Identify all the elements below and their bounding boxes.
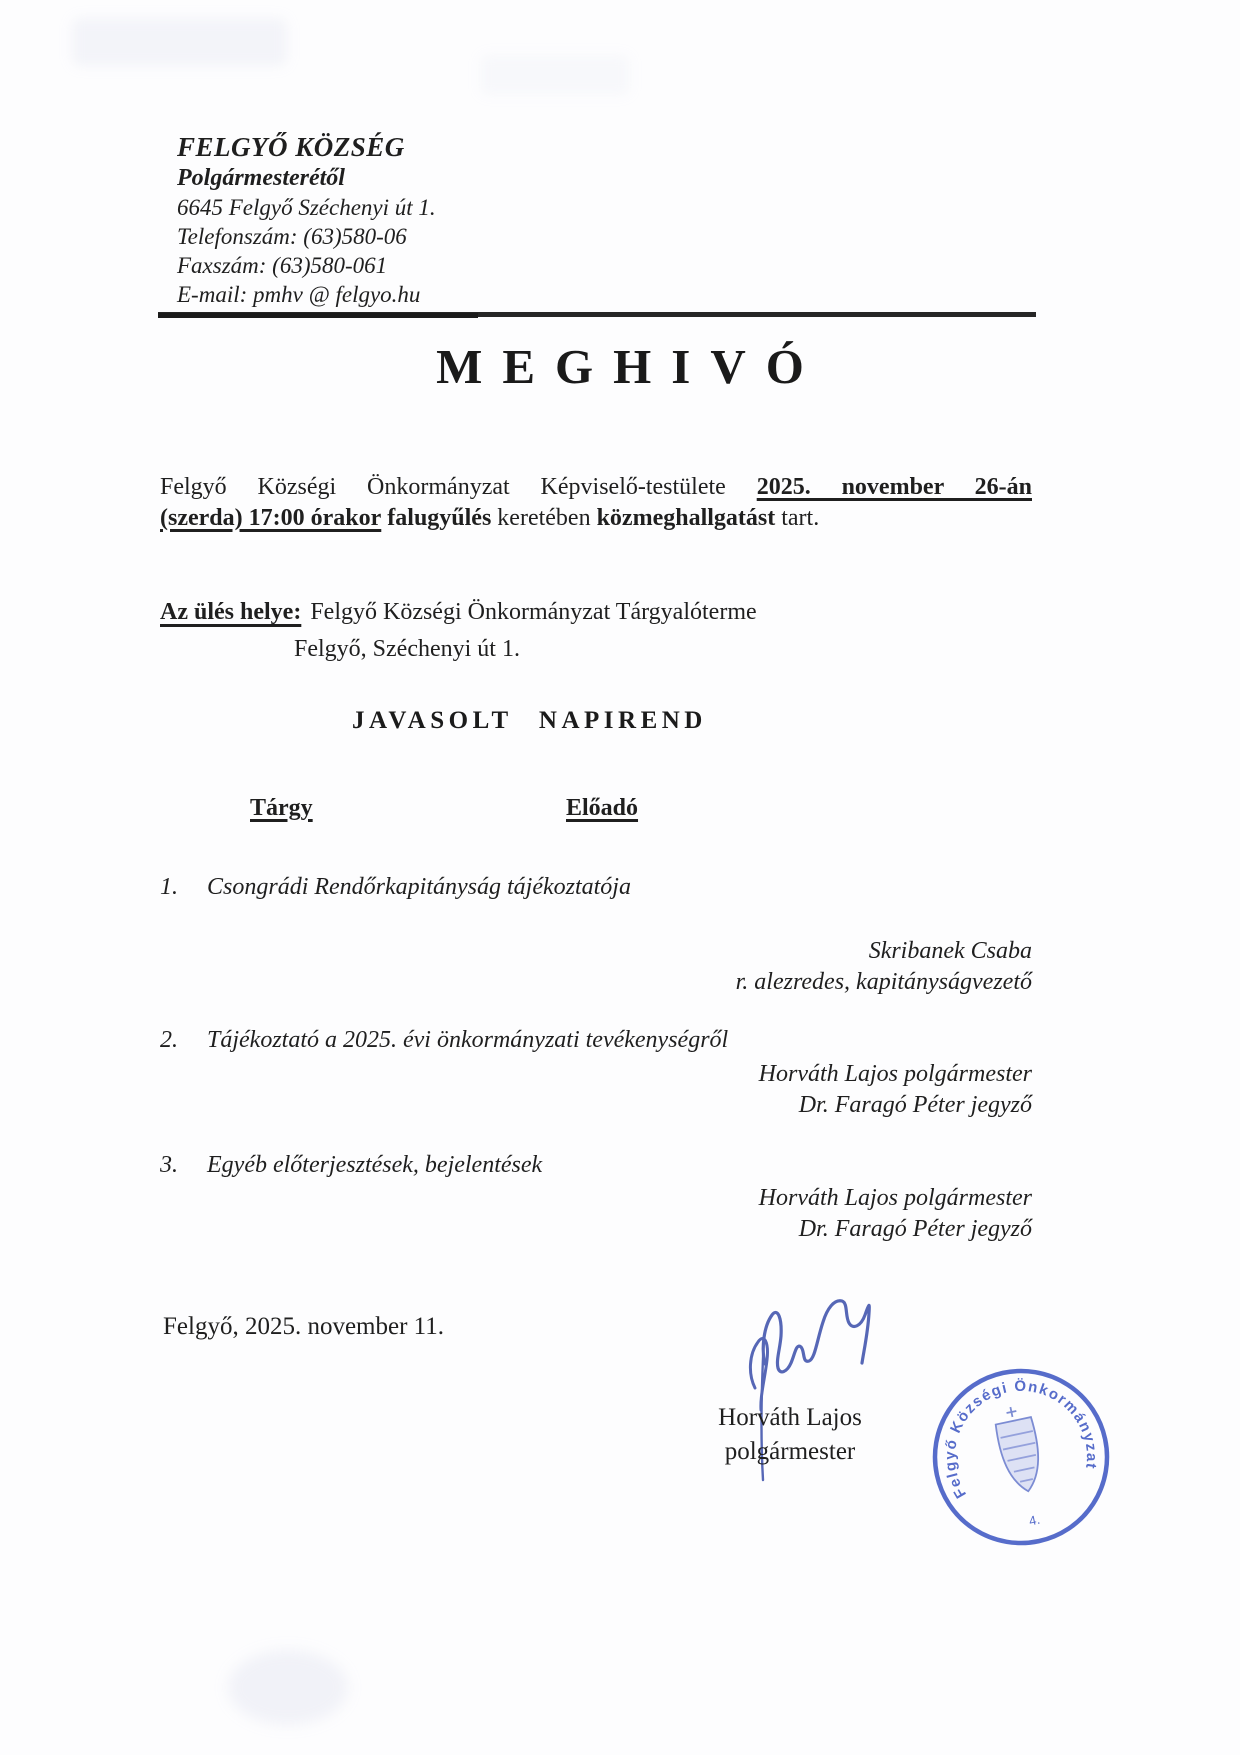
presenter-title: Dr. Faragó Péter jegyző (798, 1092, 1032, 1118)
agenda-item-number: 2. (160, 1027, 178, 1053)
presenter-title: Dr. Faragó Péter jegyző (798, 1216, 1032, 1242)
intro-normal-text-2: keretében (491, 505, 597, 531)
column-header-presenter: Előadó (566, 795, 639, 821)
intro-paragraph (160, 472, 1032, 534)
signer-title: polgármester (724, 1438, 856, 1465)
official-round-stamp (926, 1362, 1116, 1552)
agenda-item-2 (160, 1027, 920, 1054)
signer-block (700, 1401, 880, 1469)
agenda-item-3-presenters (759, 1183, 1032, 1245)
scan-artifact (228, 1650, 348, 1725)
header-divider-rule (158, 312, 1036, 317)
agenda-item-3 (160, 1152, 920, 1179)
presenter-name: Skribanek Csaba (868, 938, 1032, 964)
meeting-location-line-2: Felgyő, Széchenyi út 1. (294, 636, 520, 662)
sender-phone: Telefonszám: (63)580-06 (177, 224, 407, 249)
sender-email: E-mail: pmhv @ felgyo.hu (177, 282, 421, 307)
stamp-number: 4. (1027, 1511, 1042, 1529)
meeting-location-label: Az ülés helye: (160, 599, 302, 625)
agenda-heading: JAVASOLT NAPIREND (352, 707, 707, 734)
sender-office: Polgármesterétől (177, 165, 345, 191)
sender-fax: Faxszám: (63)580-061 (177, 253, 388, 278)
signer-name: Horváth Lajos (718, 1404, 862, 1431)
presenter-name: Horváth Lajos polgármester (758, 1061, 1032, 1087)
agenda-item-number: 1. (160, 874, 178, 900)
scan-artifact (480, 55, 630, 95)
intro-bold-kozmeghallgatas: közmeghallgatást (596, 505, 776, 531)
meeting-location-line-1 (160, 594, 757, 631)
agenda-item-subject: Egyéb előterjesztések, bejelentések (207, 1152, 543, 1178)
agenda-item-1 (160, 874, 920, 901)
sender-block (177, 130, 436, 309)
intro-line-2 (160, 503, 1032, 534)
presenter-name: Horváth Lajos polgármester (758, 1185, 1032, 1211)
agenda-item-subject: Tájékoztató a 2025. évi önkormányzati tevékenységről (207, 1027, 729, 1053)
intro-line-1 (160, 472, 1032, 503)
column-header-subject: Tárgy (250, 795, 313, 821)
intro-date-emphasis: 2025. november 26-án (756, 474, 1032, 500)
intro-normal-text-3: tart. (775, 505, 820, 531)
agenda-item-subject: Csongrádi Rendőrkapitányság tájékoztatója (207, 874, 631, 900)
meeting-location-block (160, 594, 757, 668)
intro-bold-falugyules: falugyűlés (387, 505, 492, 531)
agenda-item-1-presenters (736, 936, 1032, 998)
stamp-coat-of-arms (992, 1403, 1047, 1495)
agenda-item-number: 3. (160, 1152, 178, 1178)
document-title: MEGHIVÓ (436, 339, 824, 394)
intro-time-emphasis: (szerda) 17:00 órakor (160, 505, 382, 531)
sender-address: 6645 Felgyő Széchenyi út 1. (177, 195, 436, 220)
meeting-location-value: Felgyő Községi Önkormányzat Tárgyalóterme (310, 599, 757, 625)
intro-normal-text: Felgyő Községi Önkormányzat Képviselő-testülete (160, 474, 726, 500)
agenda-item-2-presenters (759, 1059, 1032, 1121)
stamp-ring-text: Felgyő Községi Önkormányzat (941, 1377, 1101, 1502)
presenter-title: r. alezredes, kapitányságvezető (735, 969, 1032, 995)
scan-artifact (72, 18, 287, 66)
date-line: Felgyő, 2025. november 11. (163, 1313, 444, 1340)
sender-org: FELGYŐ KÖZSÉG (177, 132, 405, 162)
